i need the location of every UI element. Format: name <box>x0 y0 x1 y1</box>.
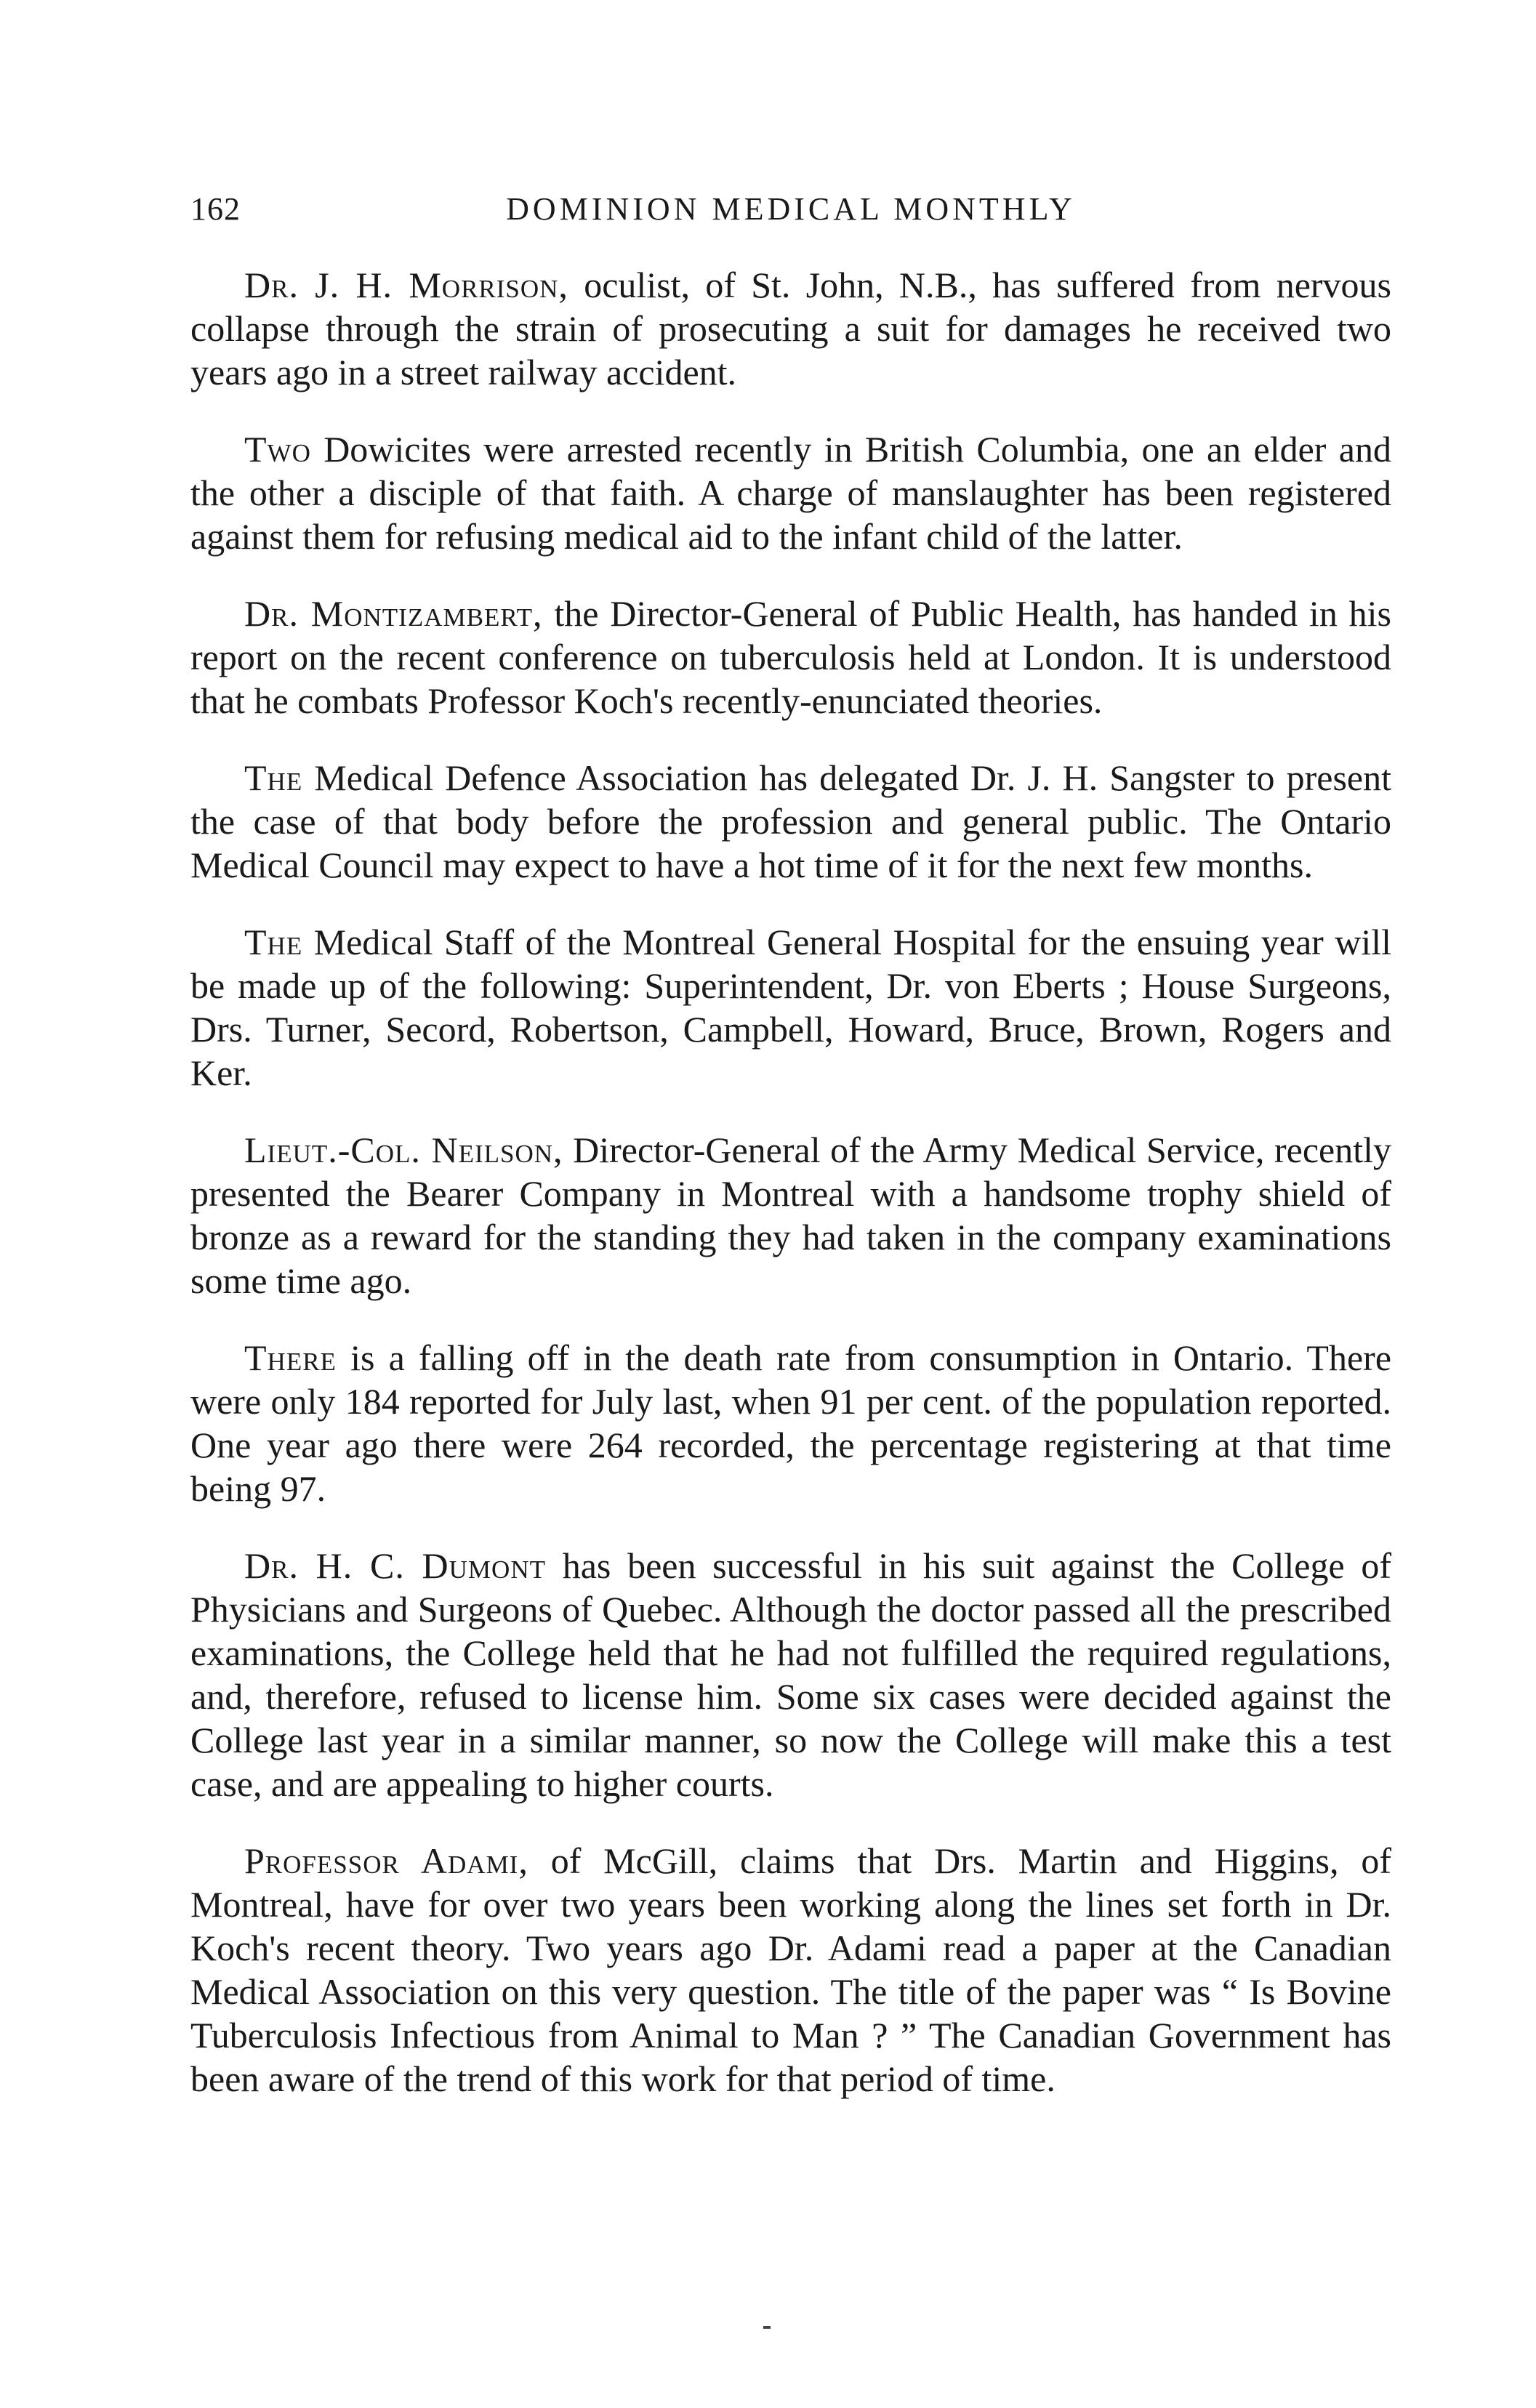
page-header <box>190 190 1391 263</box>
news-item <box>190 1544 1391 1805</box>
news-item-lead: Professor Adami, <box>244 1840 528 1881</box>
news-item-lead: Dr. Montizambert, <box>244 593 543 634</box>
news-item-lead: Dr. J. H. Morrison, <box>244 265 568 305</box>
news-item <box>190 1336 1391 1510</box>
news-item <box>190 592 1391 722</box>
document-page <box>190 190 1391 2101</box>
page-number: 162 <box>190 191 241 227</box>
news-item-lead: Lieut.-Col. Neilson, <box>244 1129 563 1170</box>
news-item <box>190 756 1391 887</box>
news-item-lead: Two <box>244 429 311 470</box>
running-head: DOMINION MEDICAL MONTHLY <box>506 191 1076 227</box>
news-item <box>190 1128 1391 1302</box>
news-item-text: oculist, of St. John, N.B., has suffered from nervous collapse through the strain of prosecuting a suit for damages he received two years ago in a street railway accident. <box>190 265 1392 392</box>
print-mark <box>763 2326 771 2329</box>
news-item-lead: The <box>244 757 303 798</box>
news-item-text: Medical Defence Association has delegated Dr. J. H. Sangster to present the case of that body before the profession and general public. The Ontario Medical Council may expect to have a hot time of it for the next few months. <box>190 757 1391 885</box>
news-item <box>190 263 1391 394</box>
news-item-text: the Director-General of Public Health, has handed in his report on the recent conference on tuberculosis held at London. It is understood that he combats Professor Koch's recently-enunciated theories. <box>190 593 1392 721</box>
news-item-lead: There <box>244 1337 337 1378</box>
news-item-lead: The <box>244 922 303 962</box>
news-item-lead: Dr. H. C. Dumont <box>244 1545 546 1586</box>
news-item-text: Director-General of the Army Medical Service, recently presented the Bearer Company in Montreal with a handsome trophy shield of bronze as a reward for the standing they had taken in the company examinations some time ago. <box>190 1129 1391 1301</box>
news-item-text: has been successful in his suit against the College of Physicians and Surgeons of Quebec. Although the doctor passed all the prescribed examinations, the College held that he had not fulfilled the required regulations, and, therefore, refused to license him. Some six cases were decided against the College last year in a similar manner, so now the College will make this a test case, and are appealing to higher courts. <box>190 1545 1391 1804</box>
news-item-text: is a falling off in the death rate from consumption in Ontario. There were only 184 reported for July last, when 91 per cent. of the population reported. One year ago there were 264 recorded, the percentage registering at that time being 97. <box>190 1337 1392 1509</box>
news-item <box>190 427 1391 558</box>
news-item-text: Dowicites were arrested recently in British Columbia, one an elder and the other a disciple of that faith. A charge of manslaughter has been registered against them for refusing medical aid to the infant child of the latter. <box>190 429 1391 557</box>
news-item <box>190 1839 1391 2101</box>
news-item <box>190 920 1391 1095</box>
body-text <box>190 263 1391 2101</box>
news-item-text: of McGill, claims that Drs. Martin and Higgins, of Montreal, have for over two years been working along the lines set forth in Dr. Koch's recent theory. Two years ago Dr. Adami read a paper at the Canadian Medical Association on this very question. The title of the paper was “ Is Bovine Tuberculosis Infectious from Animal to Man ? ” The Canadian Government has been aware of the trend of this work for that period of time. <box>190 1840 1391 2099</box>
news-item-text: Medical Staff of the Montreal General Hospital for the ensuing year will be made up of the following: Superintendent, Dr. von Eberts ; House Surgeons, Drs. Turner, Secord, Robertson, Campbell, Howard, Bruce, Brown, Rogers and Ker. <box>190 922 1392 1093</box>
